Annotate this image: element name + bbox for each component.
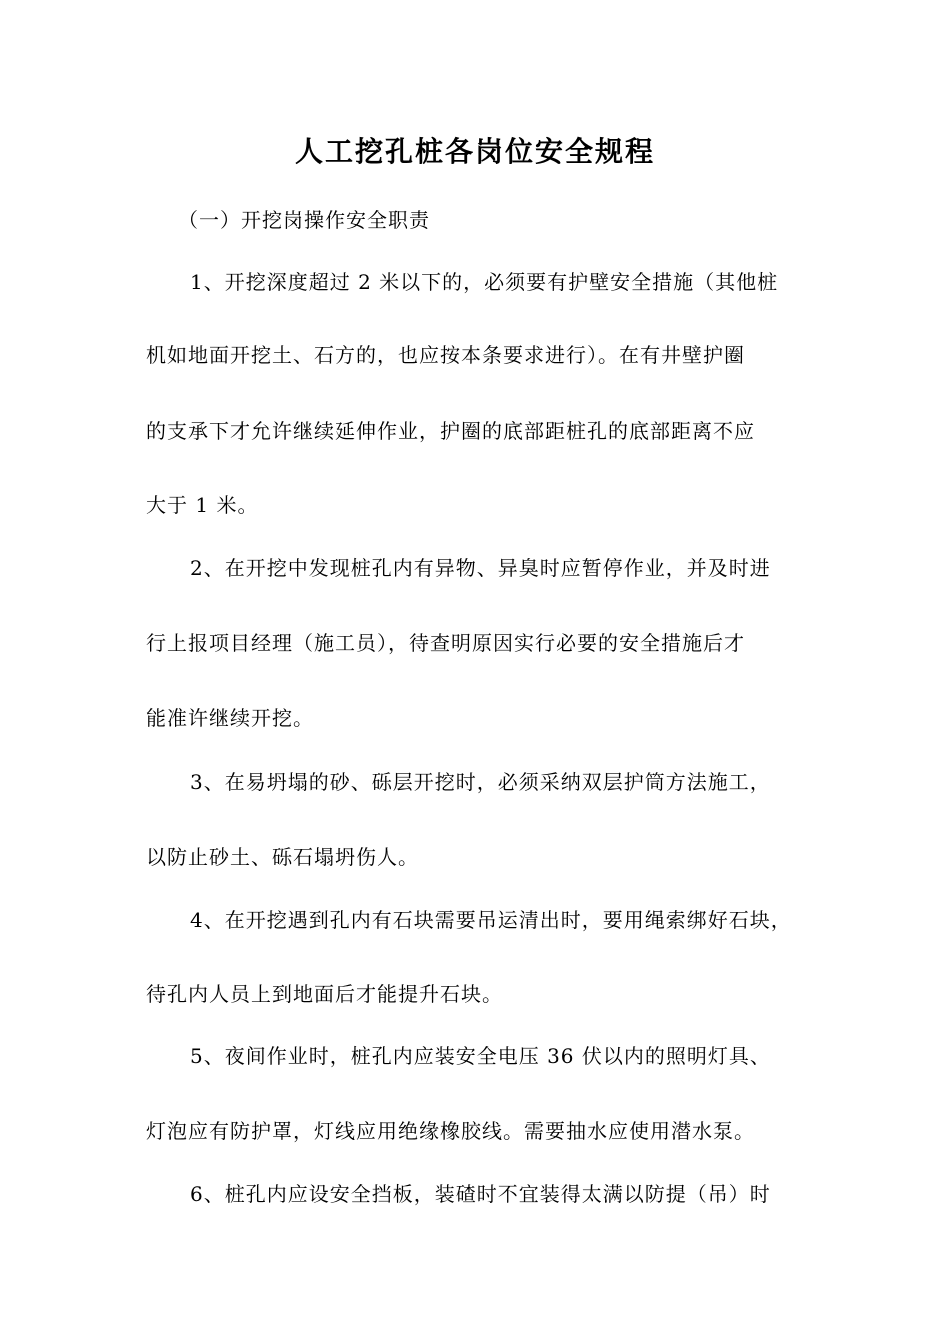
paragraph-line: 能准许继续开挖。 — [146, 706, 314, 730]
paragraph-line: 6、桩孔内应设安全挡板，装碴时不宜装得太满以防提（吊）时 — [190, 1182, 771, 1206]
paragraph-line: 行上报项目经理（施工员），待查明原因实行必要的安全措施后才 — [146, 631, 745, 655]
section-heading: （一）开挖岗操作安全职责 — [178, 208, 430, 232]
paragraph-line: 4、在开挖遇到孔内有石块需要吊运清出时，要用绳索绑好石块， — [190, 908, 792, 932]
paragraph-line: 3、在易坍塌的砂、砾层开挖时，必须采纳双层护筒方法施工， — [190, 770, 771, 794]
paragraph-line: 的支承下才允许继续延伸作业，护圈的底部距桩孔的底部距离不应 — [146, 419, 755, 443]
paragraph-line: 灯泡应有防护罩，灯线应用绝缘橡胶线。需要抽水应使用潜水泵。 — [146, 1119, 755, 1143]
document-title: 人工挖孔桩各岗位安全规程 — [294, 135, 655, 168]
paragraph-line: 待孔内人员上到地面后才能提升石块。 — [146, 982, 503, 1006]
paragraph-line: 2、在开挖中发现桩孔内有异物、异臭时应暂停作业，并及时进 — [190, 556, 771, 580]
paragraph-line: 大于 1 米。 — [146, 493, 259, 517]
paragraph-line: 5、夜间作业时，桩孔内应装安全电压 36 伏以内的照明灯具、 — [190, 1044, 771, 1068]
paragraph-line: 以防止砂土、砾石塌坍伤人。 — [146, 845, 419, 869]
paragraph-line: 机如地面开挖土、石方的，也应按本条要求进行）。在有井壁护圈 — [146, 343, 745, 367]
paragraph-line: 1、开挖深度超过 2 米以下的，必须要有护壁安全措施（其他桩 — [190, 270, 779, 294]
